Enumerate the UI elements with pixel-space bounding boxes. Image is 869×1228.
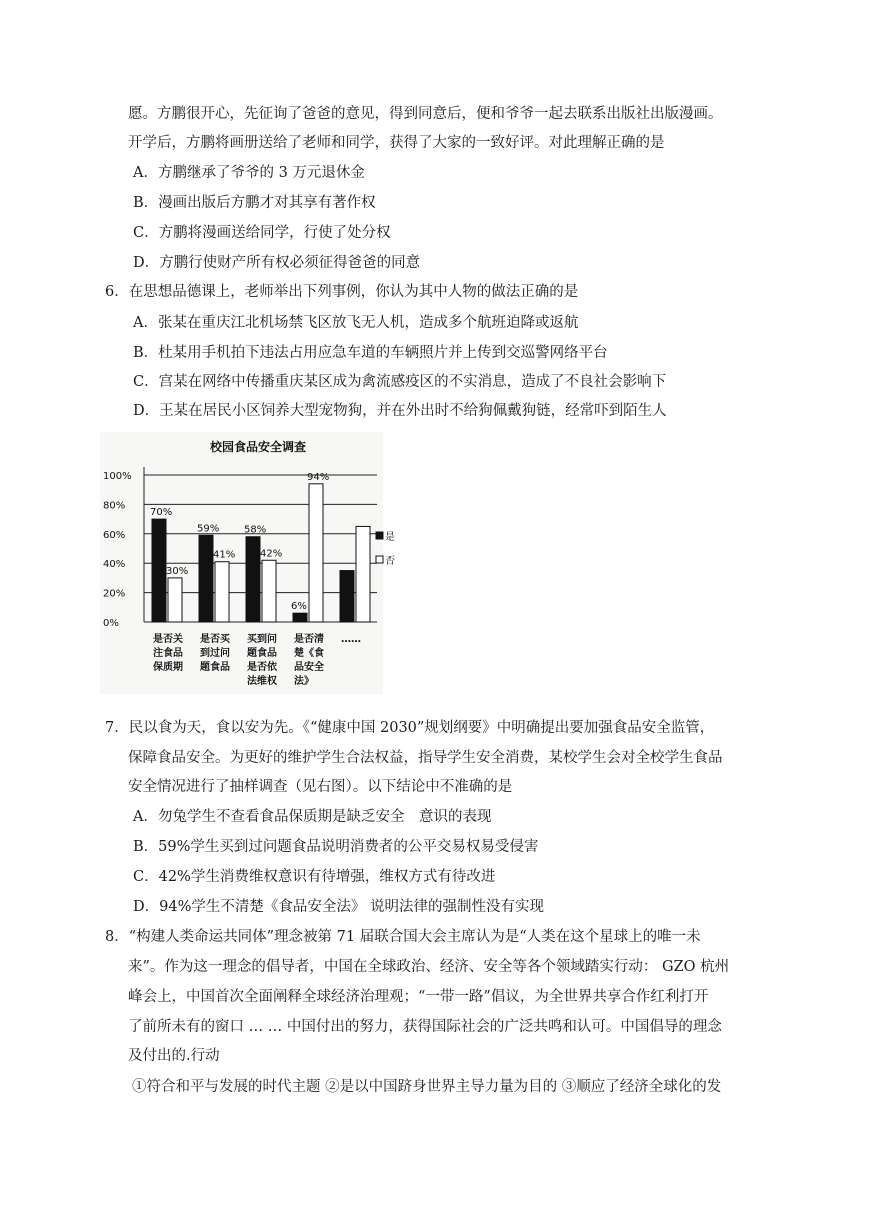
chart-data-label: 70% <box>150 507 173 519</box>
chart-data-label: 59% <box>197 523 220 535</box>
chart-category-label: 买到问 <box>247 634 277 645</box>
chart-y-tick-label: 80% <box>103 500 126 512</box>
q5-option-a: A．方鹏继承了爷爷的 3 万元退休金 <box>133 165 365 181</box>
q6-option-b: B．杜某用手机拍下违法占用应急车道的车辆照片并上传到交巡警网络平台 <box>133 345 608 361</box>
q5-option-c: C．方鹏将漫画送给同学，行使了处分权 <box>133 225 391 241</box>
chart-data-label: 42% <box>260 548 283 560</box>
q8-stem-line-4: 了前所未有的窗口 … … 中国付出的努力，获得国际社会的广泛共鸣和认可。中国倡导的理念 <box>128 1019 722 1035</box>
chart-category-label: 法》 <box>294 676 314 687</box>
chart-category-label: 是否买 <box>200 634 230 645</box>
chart-data-label: 94% <box>307 471 330 483</box>
survey-chart-svg <box>100 432 395 694</box>
q5-option-b: B．漫画出版后方鹏才对其享有著作权 <box>133 195 376 211</box>
chart-bar-yes <box>152 519 166 622</box>
chart-data-label: 30% <box>166 565 189 577</box>
q5-stem-line-2: 开学后，方鹏将画册送给了老师和同学，获得了大家的一致好评。对此理解正确的是 <box>128 135 665 151</box>
chart-y-tick-label: 0% <box>103 618 119 629</box>
q6-option-d: D．王某在居民小区饲养大型宠物狗，并在外出时不给狗佩戴狗链，经常吓到陌生人 <box>133 403 667 419</box>
q5-stem-line-1: 愿。方鹏很开心，先征询了爸爸的意见，得到同意后，便和爷爷一起去联系出版社出版漫画。 <box>128 106 723 122</box>
q7-stem-line-3: 安全情况进行了抽样调查（见右图）。以下结论中不准确的是 <box>128 779 513 795</box>
q5-option-d: D．方鹏行使财产所有权必须征得爸爸的同意 <box>133 255 421 271</box>
chart-category-label: 法维权 <box>247 676 277 687</box>
chart-legend-label: 是 <box>385 532 395 543</box>
chart-category-label: 是否清 <box>294 634 324 645</box>
chart-category-label: 楚《食 <box>294 648 324 659</box>
chart-category-label: 保质期 <box>153 662 183 673</box>
chart-title: 校园食品安全调查 <box>209 440 307 454</box>
chart-bar-no <box>215 562 229 622</box>
chart-data-label: 41% <box>213 549 236 561</box>
chart-legend-swatch <box>376 556 383 563</box>
q6-option-a: A．张某在重庆江北机场禁飞区放飞无人机，造成多个航班迫降或返航 <box>133 315 579 331</box>
chart-bar-yes <box>293 613 307 622</box>
chart-category-label: …… <box>341 634 361 645</box>
chart-category-label: 题食品 <box>200 662 230 673</box>
chart-bar-no <box>309 484 323 622</box>
chart-bar-yes <box>199 535 213 622</box>
chart-category-label: 注食品 <box>153 648 183 659</box>
chart-category-label: 是否依 <box>247 662 277 673</box>
q7-stem-line-2: 保障食品安全。为更好的维护学生合法权益，指导学生安全消费，某校学生会对全校学生食品 <box>128 750 723 766</box>
q8-stem-line-2: 来”。作为这一理念的倡导者，中国在全球政治、经济、安全等各个领域踏实行动： GZO 杭州 <box>128 959 730 975</box>
chart-y-tick-label: 100% <box>103 471 132 482</box>
chart-y-tick-label: 60% <box>103 529 126 541</box>
q7-option-d: D．94%学生不清楚《食品安全法》 说明法律的强制性没有实现 <box>133 899 544 915</box>
q8-stem-line-5: 及付出的.行动 <box>128 1048 220 1064</box>
q7-option-a: A．勿兔学生不查看食品保质期是缺乏安全 意识的表现 <box>133 809 492 825</box>
chart-y-tick-label: 20% <box>103 588 126 600</box>
chart-category-label: 是否关 <box>153 634 183 645</box>
chart-bar-yes <box>246 537 260 622</box>
chart-y-tick-label: 40% <box>103 559 126 571</box>
q7-stem-line-1: 7．民以食为天，食以安为先。《“健康中国 2030”规划纲要》中明确提出要加强食品安全监管， <box>105 720 715 736</box>
q8-statements: ①符合和平与发展的时代主题 ②是以中国跻身世界主导力量为目的 ③顺应了经济全球化的发 <box>132 1079 722 1095</box>
chart-data-label: 58% <box>244 524 267 536</box>
chart-legend-label: 否 <box>385 556 395 567</box>
chart-legend-swatch <box>376 532 383 539</box>
chart-bar-no <box>356 526 370 622</box>
q6-stem: 6．在思想品德课上，老师举出下列事例，你认为其中人物的做法正确的是 <box>105 284 579 300</box>
chart-bar-no <box>262 560 276 622</box>
q8-stem-line-1: 8．“构建人类命运共同体”理念被第 71 届联合国大会主席认为是“人类在这个星球上的唯一未 <box>105 929 701 945</box>
chart-bar-yes <box>340 571 354 622</box>
chart-data-label: 6% <box>291 601 307 613</box>
chart-bar-no <box>168 578 182 622</box>
q8-stem-line-3: 峰会上，中国首次全面阐释全球经济治理观；“一带一路”倡议，为全世界共享合作红利打开 <box>128 989 709 1005</box>
q7-option-b: B．59%学生买到过问题食品说明消费者的公平交易权易受侵害 <box>133 839 539 855</box>
chart-category-label: 题食品 <box>247 648 277 659</box>
chart-category-label: 到过问 <box>200 648 230 659</box>
chart-category-label: 品安全 <box>294 662 324 673</box>
q7-option-c: C．42%学生消费维权意识有待增强，维权方式有待改进 <box>133 869 496 885</box>
survey-chart <box>100 432 395 694</box>
q6-option-c: C．宫某在网络中传播重庆某区成为禽流感疫区的不实消息，造成了不良社会影响下 <box>133 374 667 390</box>
